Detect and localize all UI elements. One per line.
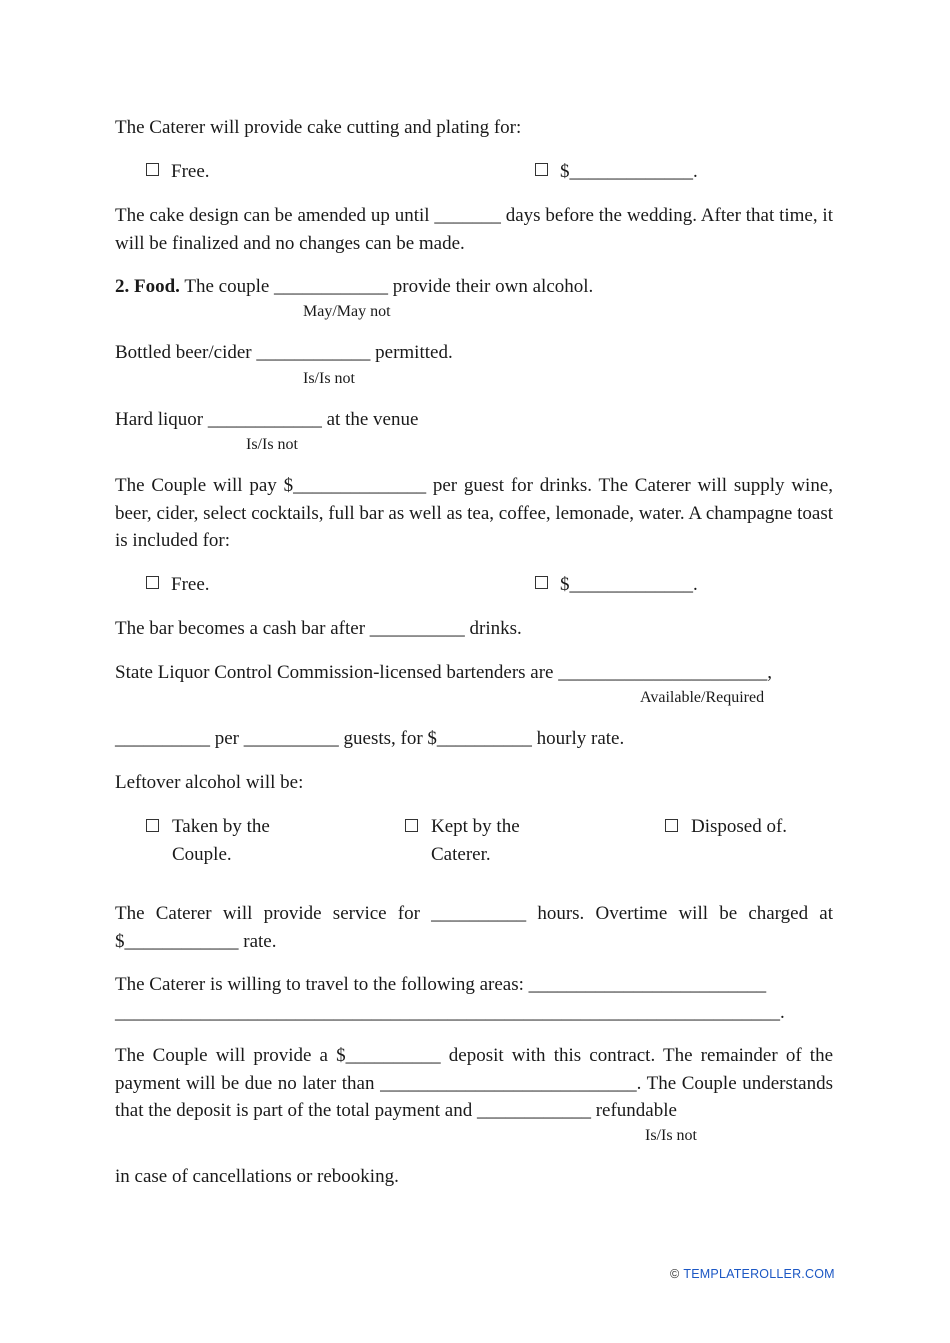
liquor-line: Hard liquor ____________ at the venue [115,409,419,430]
toast-option-price-label: $_____________. [560,574,698,595]
bartenders-line: State Liquor Control Commission-licensed bartenders are ______________________, [115,662,772,683]
drinks-paragraph: The Couple will pay $______________ per guest for drinks. The Caterer will supply wine, beer, cider, select cocktails, full bar as well as tea, coffee, lemonade, water. A champagne toast is included for: [115,475,833,551]
beer-line: Bottled beer/cider ____________ permitted. [115,342,453,363]
cash-bar-line: The bar becomes a cash bar after __________ drinks. [115,618,522,639]
leftover-option-couple-label: Taken by the Couple. [172,816,270,865]
food-alcohol-text: The couple ____________ provide their own alcohol. [179,276,594,297]
travel-line-1: The Caterer is willing to travel to the following areas: _________________________ [115,974,767,995]
checkbox-icon[interactable] [146,819,159,832]
leftover-option-caterer[interactable] [405,813,545,868]
footer-brand[interactable] [670,1267,835,1281]
leftover-option-disposed-label: Disposed of. [691,816,788,837]
bartenders-hint: Available/Required [640,689,765,706]
beer-hint: Is/Is not [303,370,355,387]
cake-option-price[interactable] [535,158,698,186]
checkbox-icon[interactable] [405,819,418,832]
cake-amend-paragraph: The cake design can be amended up until _______ days before the wedding. After that time, it will be finalized and no changes can be made. [115,205,833,254]
leftover-option-caterer-label: Kept by the Caterer. [431,816,520,865]
deposit-hint: Is/Is not [645,1127,697,1144]
copyright-symbol: © [670,1267,680,1281]
leftover-option-couple[interactable] [146,813,286,868]
checkbox-icon[interactable] [146,163,159,176]
toast-option-price[interactable] [535,571,698,599]
leftover-intro: Leftover alcohol will be: [115,772,304,793]
toast-option-free[interactable] [146,571,210,599]
checkbox-icon[interactable] [665,819,678,832]
food-heading: 2. Food. [115,276,180,297]
food-alcohol-line [115,273,833,301]
checkbox-icon[interactable] [146,576,159,589]
deposit-paragraph: The Couple will provide a $__________ deposit with this contract. The remainder of the payment will be due no later than ___________________________. The Couple understands that the deposit is part of the total payment and ____________ refundable [115,1045,833,1121]
checkbox-icon[interactable] [535,163,548,176]
cake-option-free-label: Free. [171,161,210,182]
service-paragraph: The Caterer will provide service for __________ hours. Overtime will be charged at $____________ rate. [115,903,833,952]
cancellation-line: in case of cancellations or rebooking. [115,1166,399,1187]
liquor-hint: Is/Is not [246,436,298,453]
leftover-option-disposed[interactable] [665,813,835,841]
alcohol-hint: May/May not [303,303,391,320]
cake-option-price-label: $_____________. [560,161,698,182]
cake-intro: The Caterer will provide cake cutting and plating for: [115,117,522,138]
footer-brand-link[interactable]: TEMPLATEROLLER.COM [683,1267,835,1281]
toast-option-free-label: Free. [171,574,210,595]
cake-option-free[interactable] [146,158,210,186]
travel-line-2: ______________________________________________________________________. [115,1002,785,1023]
checkbox-icon[interactable] [535,576,548,589]
rate-line: __________ per __________ guests, for $__________ hourly rate. [115,728,625,749]
